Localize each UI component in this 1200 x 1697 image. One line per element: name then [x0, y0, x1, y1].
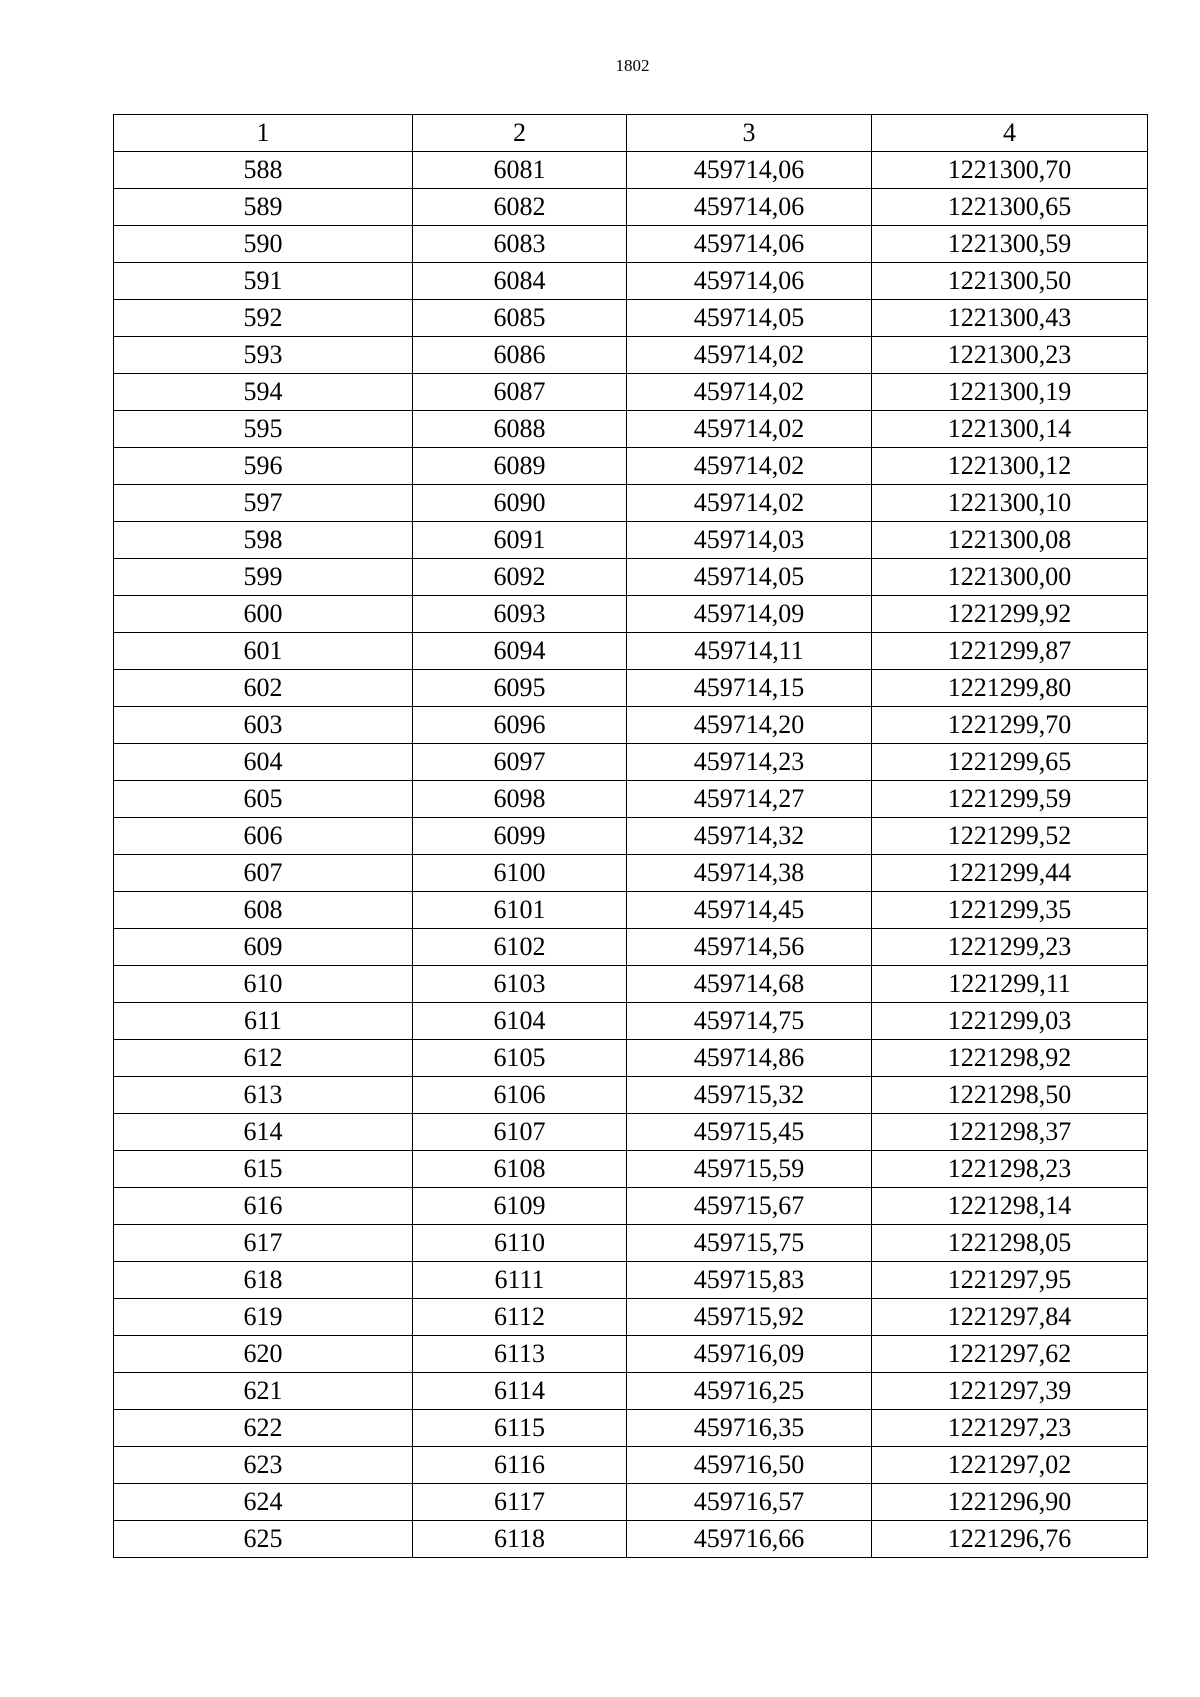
- cell-point-number: 608: [114, 892, 413, 929]
- table-row: [114, 1521, 1148, 1558]
- cell-feature-number: 6104: [413, 1003, 627, 1040]
- cell-coordinate-x: 459714,02: [627, 411, 872, 448]
- cell-feature-number: 6095: [413, 670, 627, 707]
- cell-coordinate-x: 459714,02: [627, 485, 872, 522]
- cell-feature-number: 6110: [413, 1225, 627, 1262]
- cell-point-number: 589: [114, 189, 413, 226]
- table-row: [114, 1003, 1148, 1040]
- cell-coordinate-y: 1221300,10: [872, 485, 1148, 522]
- table-row: [114, 448, 1148, 485]
- cell-feature-number: 6088: [413, 411, 627, 448]
- table-body: [114, 152, 1148, 1558]
- cell-coordinate-x: 459715,45: [627, 1114, 872, 1151]
- cell-feature-number: 6085: [413, 300, 627, 337]
- table-row: [114, 337, 1148, 374]
- cell-coordinate-y: 1221300,59: [872, 226, 1148, 263]
- cell-feature-number: 6089: [413, 448, 627, 485]
- cell-feature-number: 6107: [413, 1114, 627, 1151]
- table-row: [114, 1040, 1148, 1077]
- cell-point-number: 592: [114, 300, 413, 337]
- cell-coordinate-y: 1221299,11: [872, 966, 1148, 1003]
- cell-coordinate-x: 459714,75: [627, 1003, 872, 1040]
- cell-coordinate-x: 459715,32: [627, 1077, 872, 1114]
- cell-point-number: 614: [114, 1114, 413, 1151]
- cell-coordinate-x: 459714,20: [627, 707, 872, 744]
- table-row: [114, 596, 1148, 633]
- cell-feature-number: 6111: [413, 1262, 627, 1299]
- cell-coordinate-x: 459716,35: [627, 1410, 872, 1447]
- cell-coordinate-x: 459716,25: [627, 1373, 872, 1410]
- cell-coordinate-y: 1221299,35: [872, 892, 1148, 929]
- cell-coordinate-y: 1221300,23: [872, 337, 1148, 374]
- cell-point-number: 613: [114, 1077, 413, 1114]
- table-row: [114, 707, 1148, 744]
- header-cell-1: 1: [114, 115, 413, 152]
- table-row: [114, 152, 1148, 189]
- cell-point-number: 597: [114, 485, 413, 522]
- table-row: [114, 1447, 1148, 1484]
- cell-point-number: 606: [114, 818, 413, 855]
- header-cell-4: 4: [872, 115, 1148, 152]
- table-row: [114, 485, 1148, 522]
- table-row: [114, 189, 1148, 226]
- cell-point-number: 609: [114, 929, 413, 966]
- cell-coordinate-x: 459714,15: [627, 670, 872, 707]
- cell-coordinate-y: 1221300,19: [872, 374, 1148, 411]
- table-row: [114, 1299, 1148, 1336]
- cell-point-number: 615: [114, 1151, 413, 1188]
- cell-feature-number: 6118: [413, 1521, 627, 1558]
- cell-coordinate-x: 459714,45: [627, 892, 872, 929]
- header-row: [114, 115, 1148, 152]
- table-row: [114, 1373, 1148, 1410]
- cell-point-number: 598: [114, 522, 413, 559]
- cell-feature-number: 6106: [413, 1077, 627, 1114]
- table-row: [114, 892, 1148, 929]
- table-row: [114, 522, 1148, 559]
- cell-feature-number: 6116: [413, 1447, 627, 1484]
- cell-point-number: 603: [114, 707, 413, 744]
- cell-coordinate-x: 459714,27: [627, 781, 872, 818]
- cell-coordinate-x: 459714,86: [627, 1040, 872, 1077]
- cell-coordinate-x: 459715,83: [627, 1262, 872, 1299]
- table-row: [114, 1262, 1148, 1299]
- cell-coordinate-y: 1221299,92: [872, 596, 1148, 633]
- cell-point-number: 605: [114, 781, 413, 818]
- cell-point-number: 619: [114, 1299, 413, 1336]
- cell-coordinate-y: 1221297,02: [872, 1447, 1148, 1484]
- cell-coordinate-x: 459714,32: [627, 818, 872, 855]
- cell-feature-number: 6117: [413, 1484, 627, 1521]
- table-header: [114, 115, 1148, 152]
- cell-coordinate-x: 459714,06: [627, 263, 872, 300]
- cell-coordinate-y: 1221300,00: [872, 559, 1148, 596]
- table-row: [114, 1410, 1148, 1447]
- cell-point-number: 595: [114, 411, 413, 448]
- cell-point-number: 621: [114, 1373, 413, 1410]
- cell-coordinate-y: 1221297,23: [872, 1410, 1148, 1447]
- cell-feature-number: 6112: [413, 1299, 627, 1336]
- page-number: 1802: [615, 56, 650, 75]
- cell-coordinate-x: 459715,92: [627, 1299, 872, 1336]
- cell-coordinate-y: 1221300,50: [872, 263, 1148, 300]
- cell-point-number: 593: [114, 337, 413, 374]
- cell-feature-number: 6098: [413, 781, 627, 818]
- table-row: [114, 263, 1148, 300]
- cell-coordinate-x: 459715,59: [627, 1151, 872, 1188]
- cell-feature-number: 6103: [413, 966, 627, 1003]
- table-row: [114, 411, 1148, 448]
- cell-feature-number: 6102: [413, 929, 627, 966]
- cell-coordinate-y: 1221296,76: [872, 1521, 1148, 1558]
- table-row: [114, 1484, 1148, 1521]
- cell-feature-number: 6101: [413, 892, 627, 929]
- cell-point-number: 611: [114, 1003, 413, 1040]
- cell-feature-number: 6082: [413, 189, 627, 226]
- cell-point-number: 590: [114, 226, 413, 263]
- cell-feature-number: 6105: [413, 1040, 627, 1077]
- table-row: [114, 744, 1148, 781]
- cell-point-number: 624: [114, 1484, 413, 1521]
- cell-feature-number: 6092: [413, 559, 627, 596]
- cell-point-number: 618: [114, 1262, 413, 1299]
- cell-coordinate-x: 459714,02: [627, 448, 872, 485]
- coordinates-table: [113, 114, 1148, 1558]
- cell-coordinate-x: 459714,38: [627, 855, 872, 892]
- table-row: [114, 781, 1148, 818]
- cell-coordinate-y: 1221298,37: [872, 1114, 1148, 1151]
- cell-coordinate-y: 1221298,92: [872, 1040, 1148, 1077]
- cell-coordinate-x: 459716,50: [627, 1447, 872, 1484]
- cell-coordinate-y: 1221299,80: [872, 670, 1148, 707]
- table-row: [114, 1151, 1148, 1188]
- table-row: [114, 929, 1148, 966]
- cell-point-number: 616: [114, 1188, 413, 1225]
- cell-coordinate-y: 1221300,12: [872, 448, 1148, 485]
- cell-coordinate-x: 459715,67: [627, 1188, 872, 1225]
- table-row: [114, 374, 1148, 411]
- cell-coordinate-x: 459714,06: [627, 189, 872, 226]
- cell-point-number: 620: [114, 1336, 413, 1373]
- table-row: [114, 226, 1148, 263]
- cell-feature-number: 6083: [413, 226, 627, 263]
- cell-coordinate-y: 1221298,23: [872, 1151, 1148, 1188]
- cell-point-number: 625: [114, 1521, 413, 1558]
- cell-coordinate-x: 459716,57: [627, 1484, 872, 1521]
- cell-coordinate-y: 1221299,65: [872, 744, 1148, 781]
- cell-coordinate-x: 459714,03: [627, 522, 872, 559]
- cell-coordinate-y: 1221300,43: [872, 300, 1148, 337]
- cell-coordinate-y: 1221300,08: [872, 522, 1148, 559]
- cell-coordinate-x: 459714,23: [627, 744, 872, 781]
- cell-feature-number: 6090: [413, 485, 627, 522]
- cell-feature-number: 6087: [413, 374, 627, 411]
- cell-point-number: 602: [114, 670, 413, 707]
- cell-coordinate-y: 1221297,84: [872, 1299, 1148, 1336]
- table-row: [114, 1336, 1148, 1373]
- cell-point-number: 612: [114, 1040, 413, 1077]
- cell-point-number: 600: [114, 596, 413, 633]
- cell-coordinate-x: 459716,66: [627, 1521, 872, 1558]
- cell-feature-number: 6097: [413, 744, 627, 781]
- cell-coordinate-y: 1221297,62: [872, 1336, 1148, 1373]
- cell-coordinate-x: 459714,11: [627, 633, 872, 670]
- cell-point-number: 610: [114, 966, 413, 1003]
- cell-coordinate-y: 1221298,50: [872, 1077, 1148, 1114]
- cell-feature-number: 6086: [413, 337, 627, 374]
- table-row: [114, 670, 1148, 707]
- cell-feature-number: 6099: [413, 818, 627, 855]
- cell-feature-number: 6100: [413, 855, 627, 892]
- cell-coordinate-y: 1221298,05: [872, 1225, 1148, 1262]
- cell-coordinate-y: 1221300,14: [872, 411, 1148, 448]
- table-row: [114, 855, 1148, 892]
- cell-coordinate-x: 459714,06: [627, 226, 872, 263]
- cell-feature-number: 6084: [413, 263, 627, 300]
- cell-coordinate-y: 1221299,23: [872, 929, 1148, 966]
- cell-coordinate-x: 459716,09: [627, 1336, 872, 1373]
- cell-point-number: 594: [114, 374, 413, 411]
- cell-coordinate-x: 459714,02: [627, 337, 872, 374]
- cell-feature-number: 6114: [413, 1373, 627, 1410]
- cell-feature-number: 6094: [413, 633, 627, 670]
- table-row: [114, 1188, 1148, 1225]
- cell-point-number: 599: [114, 559, 413, 596]
- cell-point-number: 607: [114, 855, 413, 892]
- cell-coordinate-y: 1221298,14: [872, 1188, 1148, 1225]
- table-row: [114, 966, 1148, 1003]
- cell-feature-number: 6108: [413, 1151, 627, 1188]
- cell-coordinate-y: 1221299,70: [872, 707, 1148, 744]
- cell-coordinate-y: 1221299,44: [872, 855, 1148, 892]
- cell-coordinate-y: 1221297,95: [872, 1262, 1148, 1299]
- cell-coordinate-x: 459714,05: [627, 300, 872, 337]
- header-cell-2: 2: [413, 115, 627, 152]
- cell-coordinate-y: 1221300,70: [872, 152, 1148, 189]
- cell-coordinate-y: 1221299,87: [872, 633, 1148, 670]
- cell-coordinate-x: 459714,56: [627, 929, 872, 966]
- table-row: [114, 1225, 1148, 1262]
- cell-coordinate-x: 459714,05: [627, 559, 872, 596]
- cell-point-number: 601: [114, 633, 413, 670]
- table-row: [114, 300, 1148, 337]
- cell-feature-number: 6093: [413, 596, 627, 633]
- cell-coordinate-x: 459714,02: [627, 374, 872, 411]
- cell-point-number: 604: [114, 744, 413, 781]
- table-row: [114, 559, 1148, 596]
- cell-coordinate-y: 1221299,52: [872, 818, 1148, 855]
- table-row: [114, 1114, 1148, 1151]
- header-cell-3: 3: [627, 115, 872, 152]
- cell-feature-number: 6081: [413, 152, 627, 189]
- cell-point-number: 617: [114, 1225, 413, 1262]
- cell-feature-number: 6113: [413, 1336, 627, 1373]
- table-row: [114, 1077, 1148, 1114]
- cell-coordinate-y: 1221296,90: [872, 1484, 1148, 1521]
- cell-feature-number: 6109: [413, 1188, 627, 1225]
- cell-coordinate-x: 459715,75: [627, 1225, 872, 1262]
- cell-coordinate-y: 1221297,39: [872, 1373, 1148, 1410]
- cell-point-number: 588: [114, 152, 413, 189]
- cell-point-number: 622: [114, 1410, 413, 1447]
- cell-feature-number: 6091: [413, 522, 627, 559]
- cell-coordinate-x: 459714,68: [627, 966, 872, 1003]
- table-row: [114, 818, 1148, 855]
- cell-feature-number: 6096: [413, 707, 627, 744]
- cell-coordinate-x: 459714,06: [627, 152, 872, 189]
- cell-point-number: 596: [114, 448, 413, 485]
- cell-coordinate-y: 1221299,03: [872, 1003, 1148, 1040]
- cell-feature-number: 6115: [413, 1410, 627, 1447]
- cell-coordinate-y: 1221299,59: [872, 781, 1148, 818]
- cell-point-number: 623: [114, 1447, 413, 1484]
- table-row: [114, 633, 1148, 670]
- cell-point-number: 591: [114, 263, 413, 300]
- cell-coordinate-y: 1221300,65: [872, 189, 1148, 226]
- cell-coordinate-x: 459714,09: [627, 596, 872, 633]
